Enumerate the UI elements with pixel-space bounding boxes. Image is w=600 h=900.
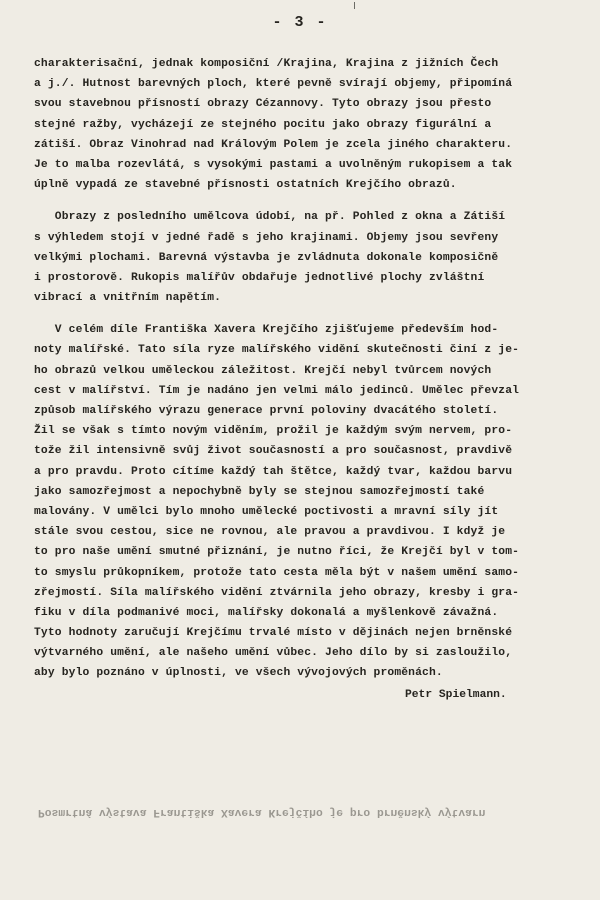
text-line: to smyslu průkopníkem, protože tato cesta měla být v našem umění samo- — [34, 566, 520, 579]
text-line: aby bylo poznáno v úplnosti, ve všech vývojových proměnách. — [34, 667, 443, 680]
text-line: výtvarného umění, ale našeho umění vůbec. Jeho dílo by si zasloužilo, — [34, 647, 513, 660]
text-line: stále svou cestou, sice ne rovnou, ale pravou a pravdivou. I když je — [34, 526, 506, 539]
text-line: s výhledem stojí v jedné řadě s jeho krajinami. Objemy jsou sevřeny — [34, 231, 499, 244]
body-text — [34, 54, 594, 684]
text-line: a j./. Hutnost barevných ploch, které pevně svírají objemy, připomíná — [34, 78, 513, 91]
paragraph-gap — [34, 308, 594, 320]
text-line: Žil se však s tímto novým viděním, prožil je každým svým nervem, pro- — [34, 425, 513, 438]
text-line: způsob malířského výrazu generace první poloviny dvacátého století. — [34, 405, 499, 417]
text-line: charakterisační, jednak komposiční /Krajina, Krajina z jižních Čech — [34, 58, 499, 70]
text-line: vibrací a vnitřním napětím. — [34, 292, 222, 305]
margin-tick-mark — [354, 2, 355, 9]
paragraph-gap — [34, 195, 594, 207]
paragraph — [34, 54, 594, 195]
text-line: malovány. V umělci bylo mnoho umělecké poctivosti a mravní síly jít — [34, 505, 499, 518]
text-line: jako samozřejmost a nepochybně byly se stejnou samozřejmostí také — [34, 485, 485, 498]
text-line: a pro pravdu. Proto cítíme každý tah štětce, každý tvar, každou barvu — [34, 465, 513, 478]
text-line: Je to malba rozevlátá, s vysokými pastami a uvolněným rukopisem a tak — [34, 158, 513, 171]
text-line: velkými plochami. Barevná výstavba je zvládnuta dokonale komposičně — [34, 251, 499, 264]
paragraph — [34, 207, 594, 308]
text-line: noty malířské. Tato síla ryze malířského vidění skutečnosti činí z je- — [34, 344, 520, 357]
bleed-through-text: Posmrtná výstava Františka Xavera Krejčího je pro brněnský výtvarn — [38, 806, 486, 818]
text-line: cest v malířství. Tím je nadáno jen velmi málo jedinců. Umělec převzal — [34, 384, 520, 397]
text-line: tože žil intensivně svůj život současností a pro současnost, pravdivě — [34, 445, 513, 458]
text-line: to pro naše umění smutné přiznání, je nutno říci, že Krejčí byl v tom- — [34, 546, 520, 559]
page-number: - 3 - — [272, 14, 328, 31]
text-line: Tyto hodnoty zaručují Krejčímu trvalé místo v dějinách nejen brněnské — [34, 627, 513, 640]
text-line: Obrazy z posledního umělcova údobí, na př. Pohled z okna a Zátiší — [34, 211, 506, 224]
text-line: zřejmostí. Síla malířského vidění ztvárnila jeho obrazy, kresby i gra- — [34, 586, 520, 599]
text-line: úplně vypadá ze stavebné přísnosti ostatních Krejčího obrazů. — [34, 179, 457, 192]
text-line: zátiší. Obraz Vinohrad nad Královým Polem je zcela jiného charakteru. — [34, 138, 513, 151]
paragraph — [34, 320, 594, 683]
text-line: i prostorově. Rukopis malířův obdařuje jednotlivé plochy zvláštní — [34, 271, 485, 284]
text-line: svou stavebnou přísností obrazy Cézannovy. Tyto obrazy jsou přesto — [34, 98, 492, 111]
text-line: fiku v díla podmanivé moci, malířsky dokonalá a myšlenkově závažná. — [34, 606, 499, 619]
text-line: V celém díle Františka Xavera Krejčího zjišťujeme především hod- — [34, 324, 499, 337]
text-line: stejné ražby, vycházejí ze stejného pocitu jako obrazy figurální a — [34, 118, 492, 131]
text-line: ho obrazů velkou uměleckou záležitost. Krejčí nebyl tvůrcem nových — [34, 364, 492, 377]
author-signature: Petr Spielmann. — [405, 689, 507, 701]
